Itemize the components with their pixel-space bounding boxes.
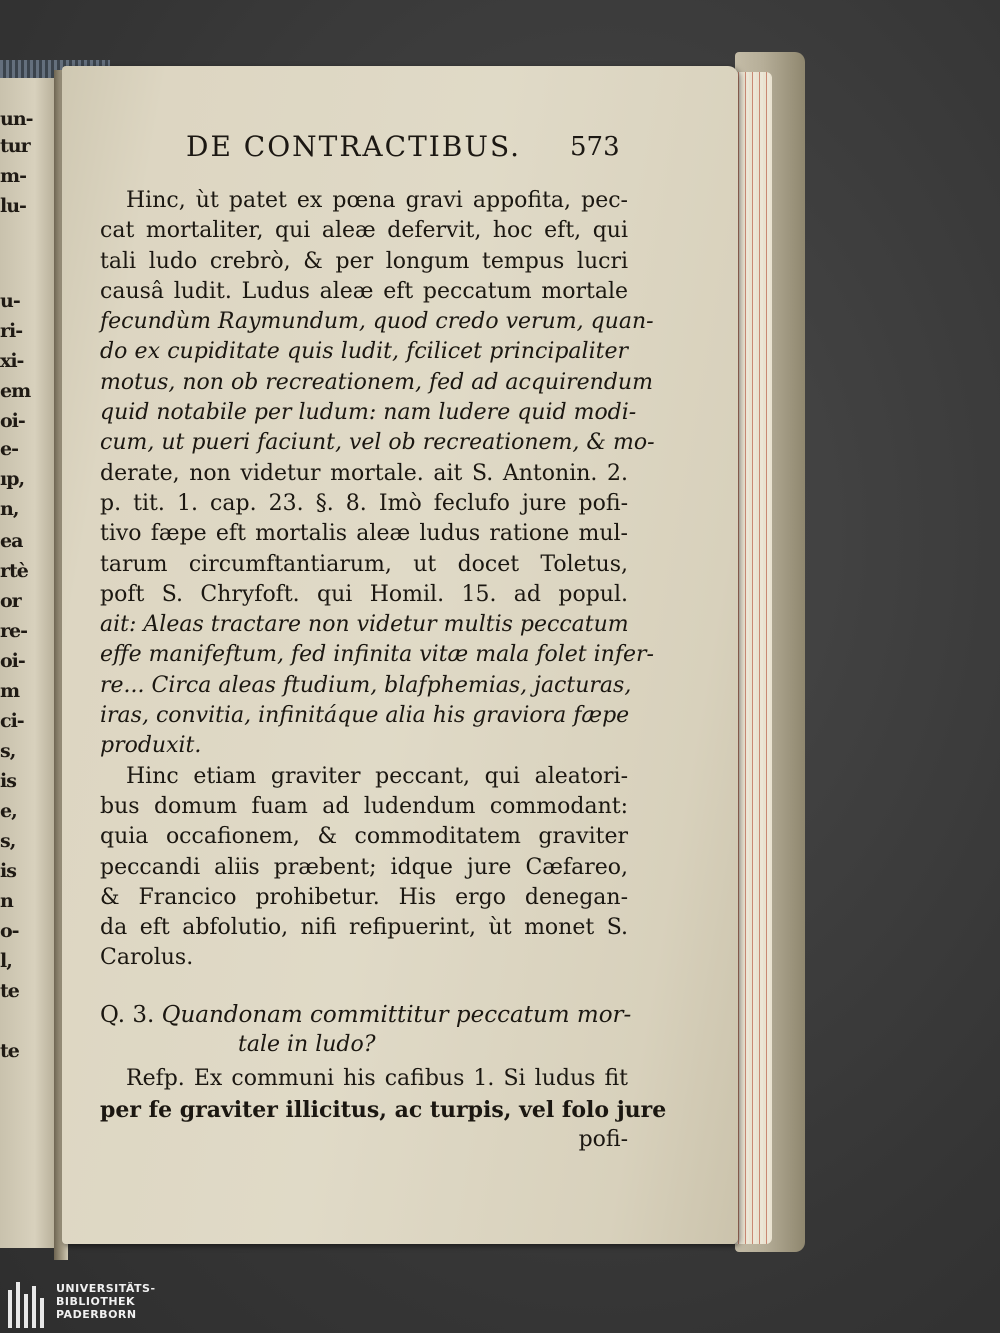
library-logo-text: [56, 1282, 156, 1321]
text-line: p. tit. 1. cap. 23. §. 8. Imò feclufo jure pofi-: [100, 490, 628, 516]
left-page-fragment: un-: [0, 108, 33, 130]
text-line: quia occafionem, & commoditatem graviter: [100, 824, 628, 850]
answer-paragraph: [100, 1064, 667, 1155]
text-line: da eft abfolutio, nifi refipuerint, ùt monet S.: [100, 915, 628, 941]
left-page-fragment: ea: [0, 530, 23, 552]
left-page-fragment: oi-: [0, 410, 25, 432]
left-page-fragment: m-: [0, 165, 26, 187]
question-line-2: tale in ludo?: [238, 1032, 376, 1058]
left-page-fragment: em: [0, 380, 31, 402]
text-line: tivo fæpe eft mortalis aleæ ludus ratione mul-: [100, 521, 628, 547]
left-page-fragment: ri-: [0, 320, 23, 342]
logo-line-3: PADERBORN: [56, 1308, 137, 1321]
text-line: produxit.: [100, 733, 202, 759]
left-page-fragment: tur: [0, 135, 30, 157]
text-line: bus domum fuam ad ludendum commodant:: [100, 793, 628, 819]
left-page-fragment: or: [0, 590, 21, 612]
left-page-fragment: ıp,: [0, 468, 25, 490]
text-line: motus, non ob recreationem, fed ad acquirendum: [100, 369, 653, 395]
text-line: re... Circa aleas ftudium, blafphemias, jacturas,: [100, 672, 632, 698]
text-line: Hinc, ùt patet ex pœna gravi appofita, pec-: [126, 188, 628, 213]
logo-line-2: BIBLIOTHEK: [56, 1295, 136, 1308]
text-line: causâ ludit. Ludus aleæ eft peccatum mortale: [100, 278, 628, 304]
left-page-fragment: s,: [0, 740, 16, 762]
left-page-fragment: m: [0, 680, 20, 702]
left-page-fragment: te: [0, 1040, 19, 1062]
left-page-fragment: s,: [0, 830, 16, 852]
question-heading: [100, 1000, 632, 1061]
left-page-fragment: o-: [0, 920, 19, 942]
text-line: do ex cupiditate quis ludit, fcilicet principaliter: [100, 339, 628, 365]
text-line: peccandi aliis præbent; idque jure Cæfareo,: [100, 854, 628, 880]
page-body: [100, 186, 667, 1155]
left-page-fragment: oi-: [0, 650, 25, 672]
left-facing-page: [0, 78, 58, 1248]
text-line: iras, convitia, infinitáque alia his graviora fæpe: [100, 703, 630, 729]
text-line: Refp. Ex communi his cafibus 1. Si ludus fit: [126, 1066, 628, 1092]
text-line: tarum circumftantiarum, ut docet Toletus,: [100, 551, 628, 577]
logo-line-1: UNIVERSITÄTS-: [56, 1282, 156, 1295]
text-line: & Francico prohibetur. His ergo denegan-: [100, 884, 628, 910]
left-page-fragment: n,: [0, 498, 19, 520]
text-line: fecundùm Raymundum, quod credo verum, quan-: [100, 309, 654, 335]
text-line: Carolus.: [100, 945, 194, 971]
text-line: per fe graviter illicitus, ac turpis, vel folo jure: [100, 1096, 667, 1123]
question-text: Quandonam committitur peccatum mor-: [161, 1001, 632, 1028]
left-page-fragment: u-: [0, 290, 20, 312]
left-page-fragment: e-: [0, 438, 18, 460]
left-page-fragment: l,: [0, 950, 12, 972]
running-title: DE CONTRACTIBUS.: [186, 130, 522, 163]
text-line: Hinc etiam graviter peccant, qui aleatori-: [126, 763, 628, 789]
paragraph-2: [100, 762, 628, 974]
left-page-fragment: ci-: [0, 710, 24, 732]
text-line: ait: Aleas tractare non videtur multis peccatum: [100, 612, 629, 638]
text-line: derate, non videtur mortale. ait S. Antonin. 2.: [100, 460, 628, 486]
left-page-fragment: re-: [0, 620, 27, 642]
text-line: quid notabile per ludum: nam ludere quid modi-: [100, 400, 637, 426]
paragraph-1: [100, 186, 655, 762]
page-header: [120, 128, 640, 168]
text-line: tali ludo crebrò, & per longum tempus lucri: [100, 248, 628, 274]
left-page-fragment: e,: [0, 800, 17, 822]
left-page-fragment: n: [0, 890, 13, 912]
left-page-fragment: is: [0, 770, 16, 792]
question-label: Q. 3.: [100, 1001, 155, 1028]
left-page-fragment: rtè: [0, 560, 28, 582]
page-number: 573: [570, 132, 620, 162]
library-logo: [0, 1278, 200, 1333]
text-line: cat mortaliter, qui aleæ defervit, hoc eft, qui: [100, 218, 628, 244]
left-page-fragment: lu-: [0, 195, 26, 217]
left-page-fragment: xi-: [0, 350, 24, 372]
text-line: poft S. Chryfoft. qui Homil. 15. ad popul.: [100, 581, 628, 607]
left-page-fragment: te: [0, 980, 19, 1002]
text-line: cum, ut pueri faciunt, vel ob recreationem, & mo-: [100, 430, 655, 456]
question-line: [100, 1000, 632, 1030]
left-page-fragment: is: [0, 860, 16, 882]
text-line: effe manifeftum, fed infinita vitæ mala folet infer-: [100, 642, 654, 668]
catchword: pofi-: [578, 1126, 628, 1152]
